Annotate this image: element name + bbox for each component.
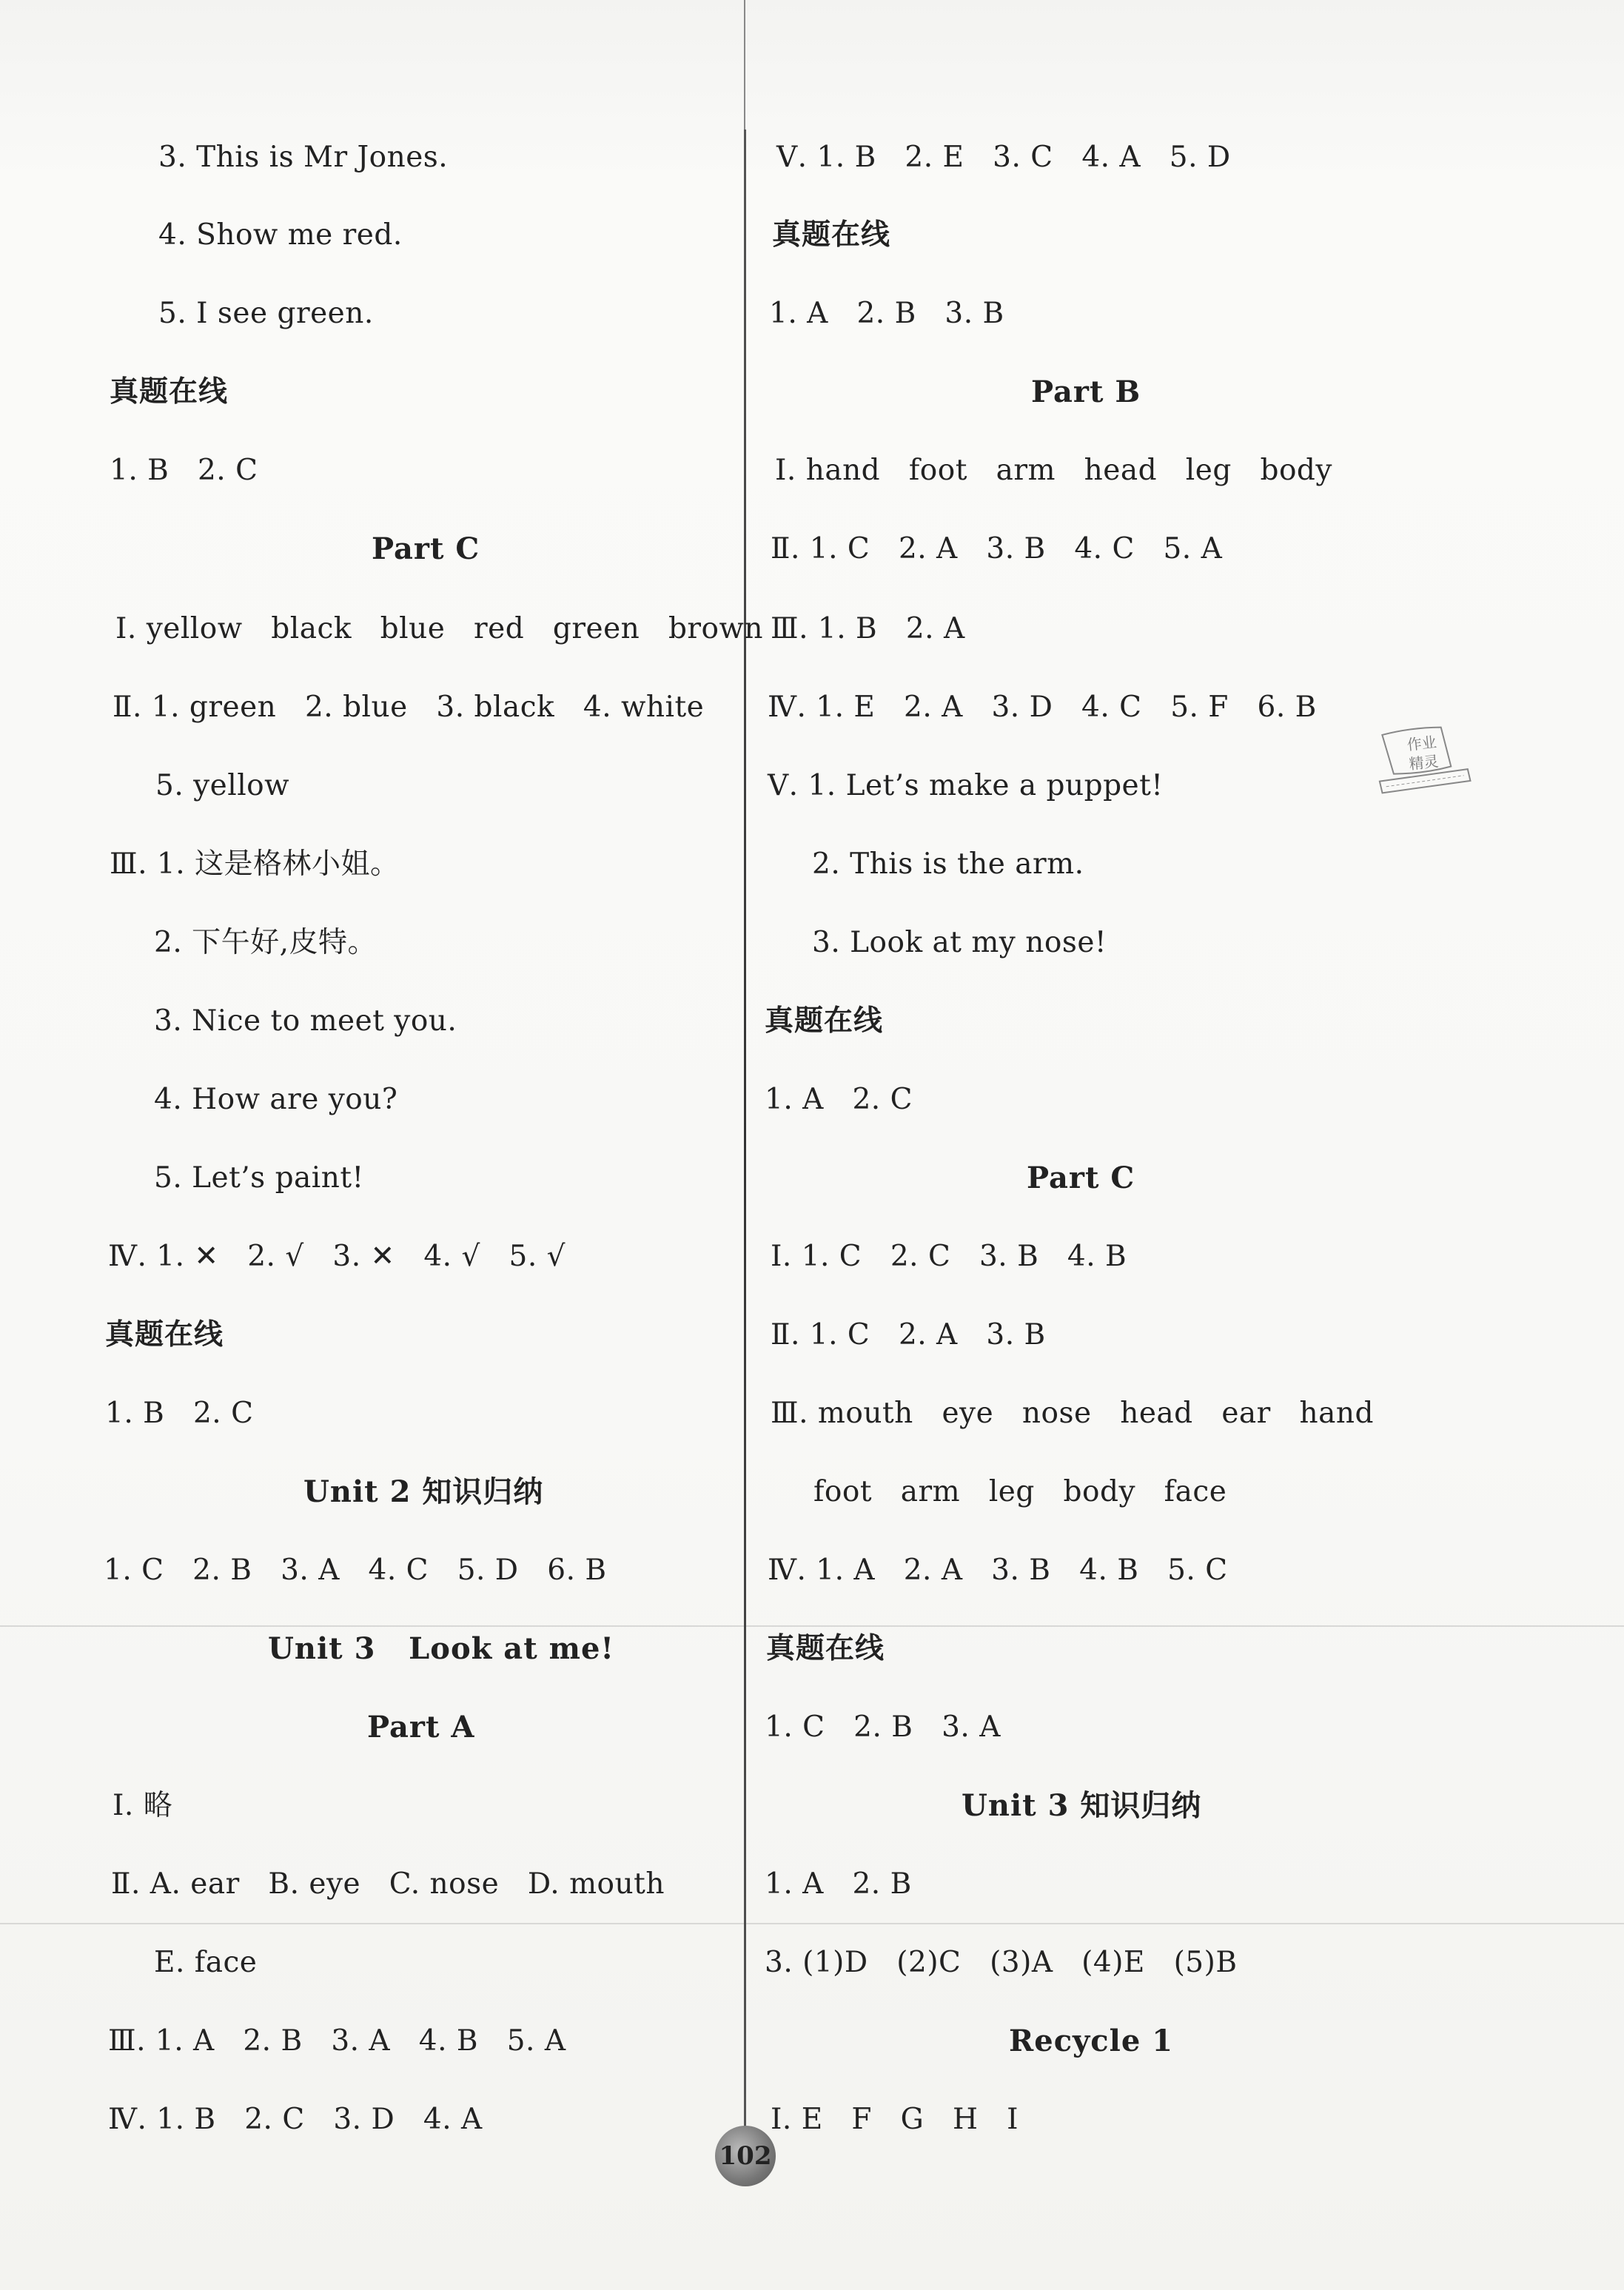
answer-line: Ⅱ. 1. C 2. A 3. B: [771, 1318, 1046, 1351]
answer-line: Ⅳ. 1. E 2. A 3. D 4. C 5. F 6. B: [768, 691, 1317, 724]
answer-line: Ⅰ. hand foot arm head leg body: [775, 454, 1332, 487]
section-heading: 真题在线: [766, 1632, 885, 1665]
answer-line: 4. Show me red.: [158, 218, 403, 252]
section-heading: 真题在线: [105, 1318, 224, 1351]
answer-line: Ⅳ. 1. A 2. A 3. B 4. B 5. C: [768, 1554, 1228, 1587]
page-number: 102: [719, 2141, 772, 2171]
answer-line: 2. This is the arm.: [812, 847, 1084, 881]
answer-line: 1. C 2. B 3. A 4. C 5. D 6. B: [104, 1554, 607, 1587]
page-number-badge: [715, 2126, 776, 2186]
column-divider: [744, 130, 746, 2143]
answer-line: 3. This is Mr Jones.: [158, 141, 449, 174]
answer-line: Ⅳ. 1. B 2. C 3. D 4. A: [108, 2103, 483, 2136]
answer-line: 1. A 2. B: [765, 1867, 912, 1901]
answer-line: Ⅱ. 1. green 2. blue 3. black 4. white: [113, 691, 705, 724]
answer-line: 1. B 2. C: [110, 454, 258, 487]
section-heading: 真题在线: [110, 375, 229, 409]
answer-line: Ⅰ. E F G H I: [771, 2103, 1019, 2136]
answer-line: Ⅲ. 1. B 2. A: [771, 612, 965, 645]
answer-line: foot arm leg body face: [813, 1475, 1227, 1508]
stamp-text: 作业 精灵: [1406, 733, 1440, 773]
answer-line: 2. 下午好,皮特。: [154, 926, 378, 959]
answer-line: Ⅴ. 1. B 2. E 3. C 4. A 5. D: [776, 141, 1231, 174]
answer-line: E. face: [154, 1946, 258, 1979]
answer-line: 4. How are you?: [154, 1083, 398, 1116]
unit-heading: Unit 3 Look at me!: [268, 1631, 614, 1666]
answer-line: Ⅰ. 略: [113, 1789, 173, 1822]
unit-heading: Unit 3 知识归纳: [962, 1788, 1202, 1823]
answer-line: Ⅲ. 1. 这是格林小姐。: [110, 847, 400, 881]
answer-line: 1. A 2. B 3. B: [769, 297, 1004, 330]
answer-line: Ⅱ. A. ear B. eye C. nose D. mouth: [111, 1867, 665, 1901]
answer-line: Ⅴ. 1. Let’s make a puppet!: [768, 769, 1164, 802]
part-heading: Part A: [367, 1710, 475, 1745]
part-heading: Part B: [1031, 375, 1141, 409]
answer-line: 3. Nice to meet you.: [154, 1004, 457, 1038]
part-heading: Part C: [1027, 1161, 1135, 1195]
answer-line: 1. A 2. C: [765, 1083, 913, 1116]
column-divider-top: [744, 0, 745, 130]
answer-line: 5. I see green.: [158, 297, 374, 330]
answer-line: 3. Look at my nose!: [812, 926, 1107, 959]
part-heading: Part C: [372, 531, 480, 566]
watermark-stamp: [1360, 719, 1479, 812]
section-heading: Recycle 1: [1009, 2024, 1174, 2058]
answer-line: Ⅰ. yellow black blue red green brown: [115, 612, 764, 645]
unit-heading: Unit 2 知识归纳: [303, 1474, 544, 1509]
fold-line-left: [0, 1625, 1624, 1627]
answer-line: Ⅲ. mouth eye nose head ear hand: [771, 1397, 1374, 1430]
answer-line: Ⅱ. 1. C 2. A 3. B 4. C 5. A: [771, 532, 1223, 565]
answer-line: 3. (1)D (2)C (3)A (4)E (5)B: [765, 1946, 1238, 1979]
answer-line: Ⅰ. 1. C 2. C 3. B 4. B: [771, 1240, 1127, 1273]
answer-line: Ⅲ. 1. A 2. B 3. A 4. B 5. A: [108, 2024, 566, 2058]
answer-line: Ⅳ. 1. ✕ 2. √ 3. ✕ 4. √ 5. √: [108, 1240, 566, 1273]
answer-line: 5. Let’s paint!: [154, 1161, 364, 1195]
answer-line: 5. yellow: [155, 769, 290, 802]
answer-line: 1. C 2. B 3. A: [765, 1710, 1001, 1744]
section-heading: 真题在线: [765, 1004, 884, 1038]
section-heading: 真题在线: [772, 218, 891, 252]
answer-line: 1. B 2. C: [105, 1397, 254, 1430]
fold-line-lower: [0, 1923, 1624, 1924]
